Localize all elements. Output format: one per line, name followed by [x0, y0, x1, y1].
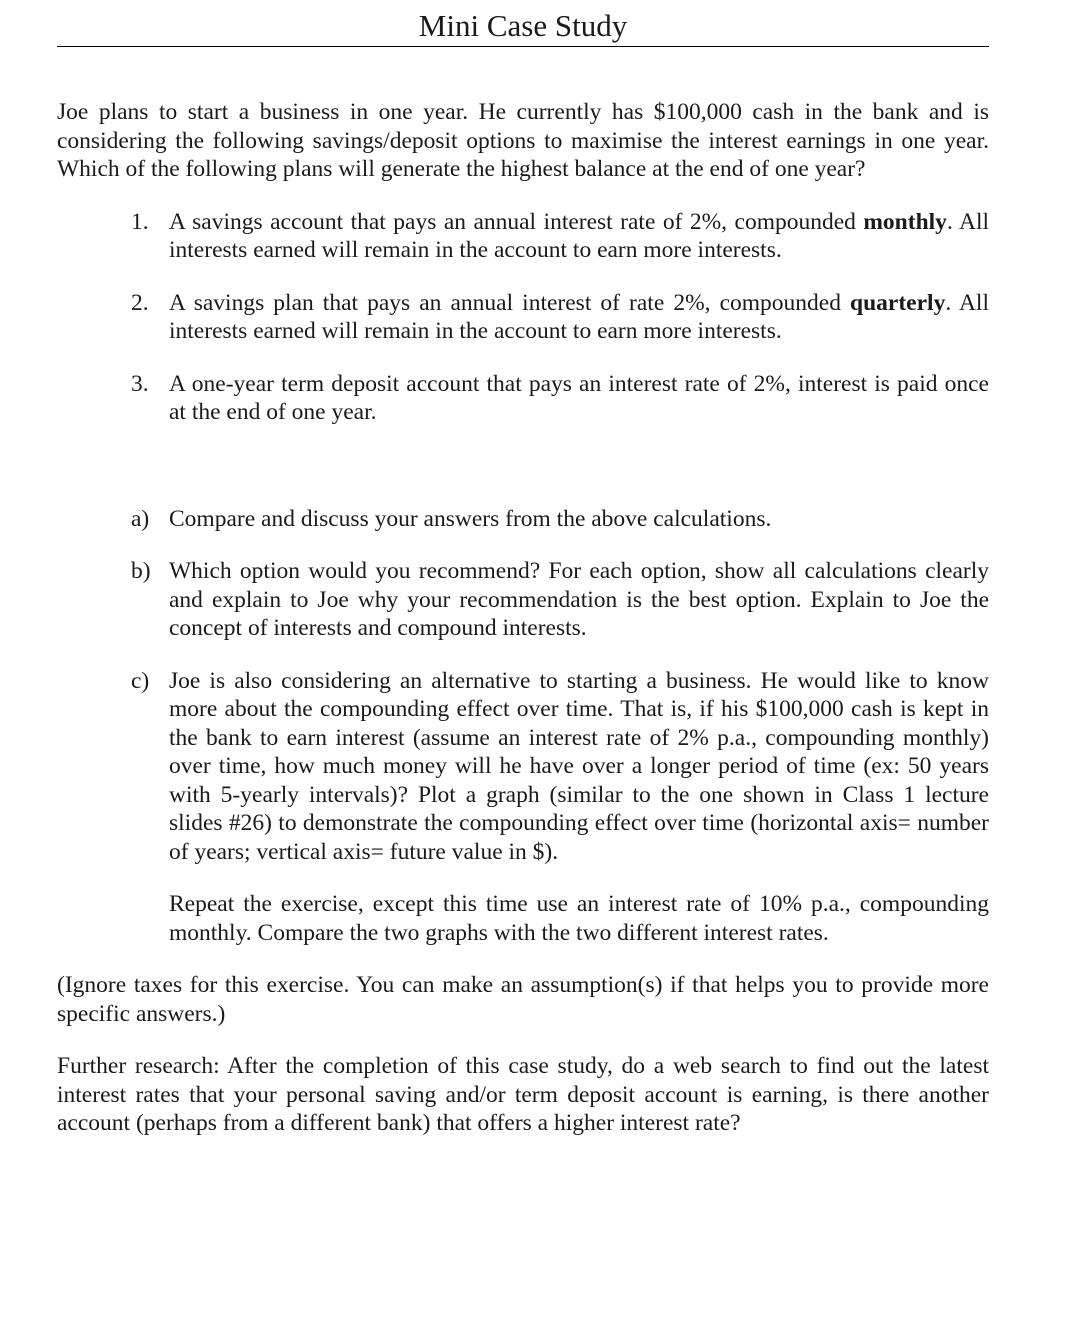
option-item-2	[57, 289, 989, 346]
question-item-c	[57, 667, 989, 867]
list-marker: 3.	[131, 370, 149, 397]
question-text: Joe is also considering an alternative to starting a business. He would like to know more about the compounding effect over time. That is, if his $100,000 cash is kept in the bank to earn interest (assume an interest rate of 2% p.a., compounding monthly) over time, how much money will he have over a longer period of time (ex: 50 years with 5-yearly intervals)? Plot a graph (similar to the one shown in Class 1 lecture slides #26) to demonstrate the compounding effect over time (horizontal axis= number of years; vertical axis= future value in $).	[169, 667, 989, 865]
question-item-a	[57, 505, 989, 534]
list-marker: a)	[131, 505, 150, 532]
option-item-3	[57, 370, 989, 427]
ignore-taxes-note: (Ignore taxes for this exercise. You can make an assumption(s) if that helps you to provide more specific answers.)	[57, 972, 989, 1027]
list-marker: 1.	[131, 208, 149, 235]
question-item-b	[57, 557, 989, 643]
option-text-end: . All interests earned will remain in the account to earn more interests.	[169, 208, 989, 263]
option-text: A one-year term deposit account that pays an interest rate of 2%, interest is paid once at the end of one year.	[169, 370, 989, 425]
option-emphasis: quarterly	[850, 289, 946, 316]
option-text-end: . All interests earned will remain in the account to earn more interests.	[169, 289, 989, 344]
page-title: Mini Case Study	[57, 0, 989, 47]
questions-list	[57, 505, 989, 867]
list-marker: b)	[131, 558, 151, 584]
option-text: A savings plan that pays an annual interest of rate 2%, compounded	[169, 289, 851, 316]
question-text: Which option would you recommend? For each option, show all calculations clearly and explain to Joe why your recommendation is the best option. Explain to Joe the concept of interests and compound interests.	[169, 558, 989, 641]
list-marker: 2.	[131, 289, 149, 316]
question-c-followup: Repeat the exercise, except this time use an interest rate of 10% p.a., compounding monthly. Compare the two graphs with the two different interest rates.	[169, 891, 989, 946]
option-text: A savings account that pays an annual interest rate of 2%, compounded	[169, 208, 864, 235]
intro-paragraph: Joe plans to start a business in one year. He currently has $100,000 cash in the bank and is considering the following savings/deposit options to maximise the interest earnings in one year. Which of the following plans will generate the highest balance at the end of one year?	[57, 99, 989, 182]
options-list	[57, 208, 989, 427]
list-marker: c)	[131, 667, 150, 694]
option-item-1	[57, 208, 989, 265]
further-research-paragraph: Further research: After the completion of this case study, do a web search to find out the latest interest rates that your personal saving and/or term deposit account is earning, is there another account (perhaps from a different bank) that offers a higher interest rate?	[57, 1053, 989, 1136]
question-text: Compare and discuss your answers from the above calculations.	[169, 505, 772, 532]
document-page	[57, 0, 989, 1138]
option-emphasis: monthly	[863, 208, 947, 235]
